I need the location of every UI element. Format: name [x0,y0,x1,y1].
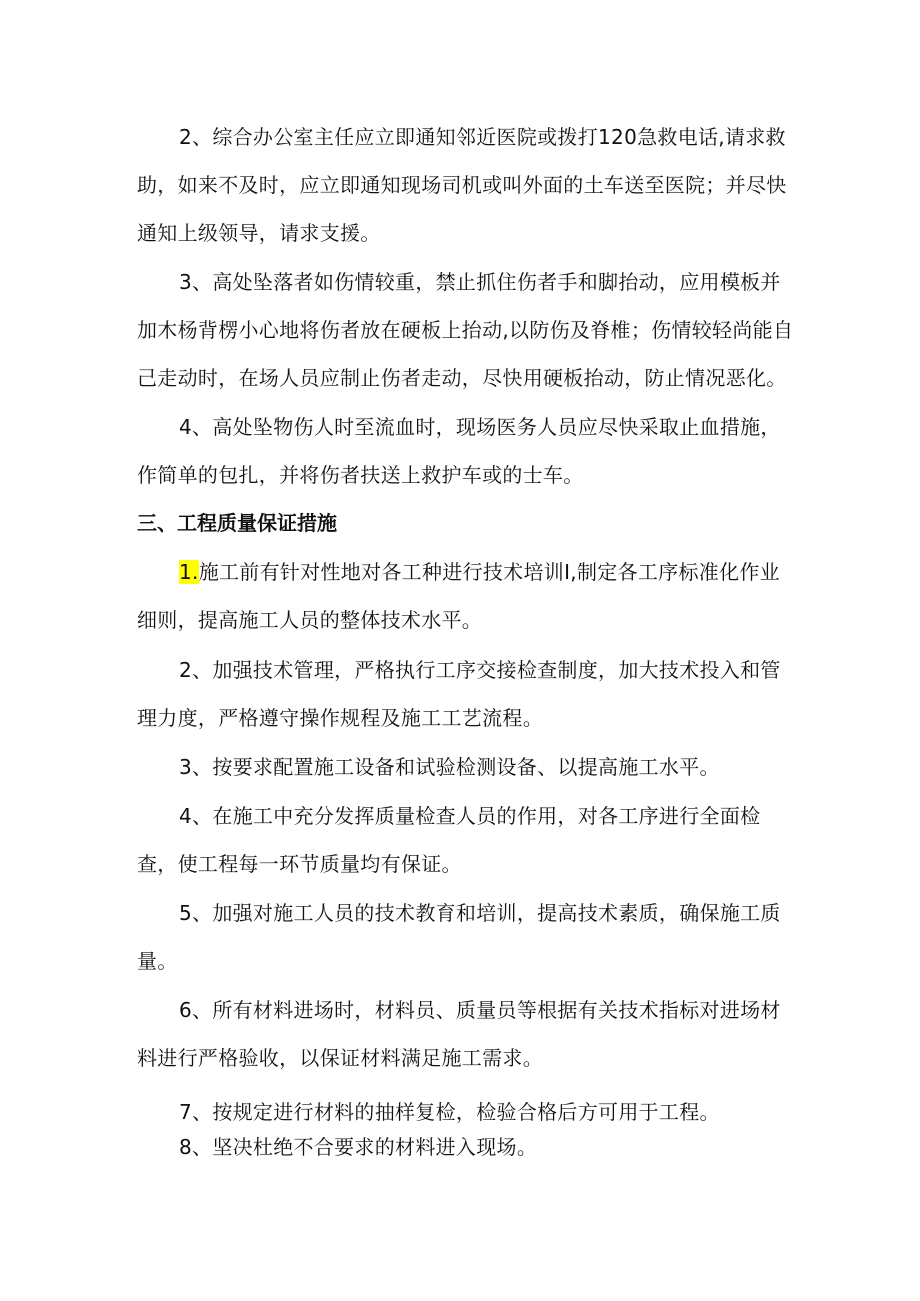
quality-item-1-text: 施工前有针对性地对各工种进行技术培训I,制定各工序标准化作业细则，提高施工人员的整体技术水平。 [137,560,780,632]
highlighted-item-number: 1. [179,560,199,584]
quality-item-2: 2、加强技术管理，严格执行工序交接检查制度，加大技术投入和管理力度，严格遵守操作规程及施工工艺流程。 [137,658,781,730]
section-heading: 三、工程质量保证措施 [137,511,337,535]
quality-item-4: 4、在施工中充分发挥质量检查人员的作用，对各工序进行全面检查，使工程每一环节质量均有保证。 [137,804,761,876]
quality-item-1 [137,548,797,644]
quality-item-5: 5、加强对施工人员的技术教育和培训，提高技术素质，确保施工质量。 [137,901,781,973]
paragraph-rescue-call: 2、综合办公室主任应立即通知邻近医院或拨打120急救电话,请求救助，如来不及时，应立即通知现场司机或叫外面的土车送至医院；并尽快通知上级领导，请求支援。 [137,125,787,245]
paragraph-fall-injury: 3、高处坠落者如伤情较重，禁止抓住伤者手和脚抬动，应用模板并加木杨背楞小心地将伤者放在硬板上抬动,以防伤及脊椎；伤情较轻尚能自己走动时，在场人员应制止伤者走动，尽快用硬板抬动，防止情况恶化。 [137,270,794,390]
paragraph-bleeding: 4、高处坠物伤人时至流血时，现场医务人员应尽快采取止血措施，作简单的包扎，并将伤者扶送上救护车或的士车。 [137,415,781,487]
quality-item-6: 6、所有材料进场时，材料员、质量员等根据有关技术指标对进场材料进行严格验收，以保证材料满足施工需求。 [137,998,781,1070]
quality-item-3: 3、按要求配置施工设备和试验检测设备、以提高施工水平。 [179,755,720,779]
quality-item-8: 8、坚决杜绝不合要求的材料进入现场。 [179,1135,538,1159]
quality-item-7: 7、按规定进行材料的抽样复检，检验合格后方可用于工程。 [179,1100,720,1124]
